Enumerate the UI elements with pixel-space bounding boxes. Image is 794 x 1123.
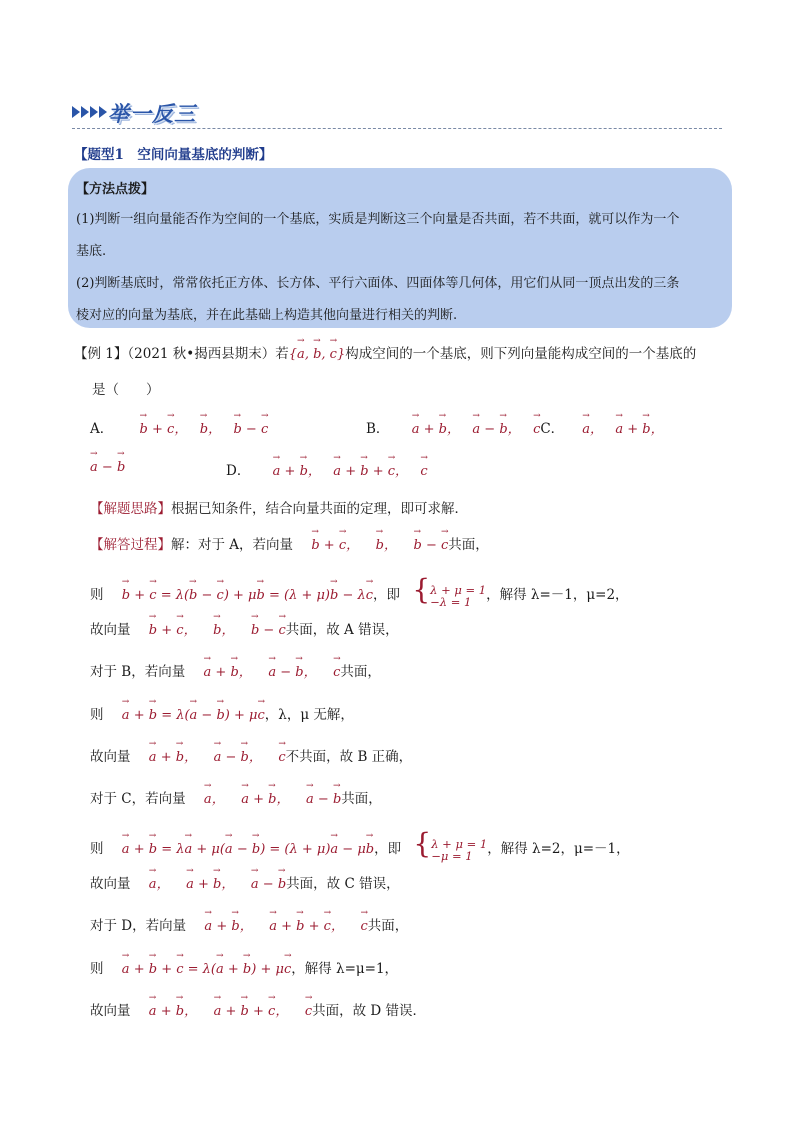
method-title: 【方法点拨】	[76, 182, 155, 197]
solution-process: 【解答过程】解：对于 A，若向量 → b + → c， → b， → b − → c共面，	[90, 533, 489, 553]
solution-conc-c: 故向量 → a， → a + → b， → a − → b共面，故 C 错误，	[90, 872, 400, 892]
method-box	[68, 168, 732, 328]
option-b[interactable]: B． → a + → b， → a − → b， → cC．→ a， → a + → b，	[366, 417, 664, 437]
method-line-1: (1)判断一组向量能否作为空间的一个基底，实质是判断这三个向量是否共面，若不共面，就可以作为一个	[76, 212, 680, 227]
example-label: 【例 1】	[74, 346, 128, 362]
solution-conc-b: 故向量 → a + → b， → a − → b， → c不共面，故 B 正确，	[90, 745, 412, 765]
solution-conc-a: 故向量 → b + → c， → b， → b − → c共面，故 A 错误，	[90, 618, 399, 638]
solution-conc-d: 故向量 → a + → b， → a + → b + → c， → c共面，故 D 错误．	[90, 999, 426, 1019]
option-d[interactable]: D． → a + → b， → a + → b + → c， → c	[226, 459, 428, 479]
basis-set: {→ a, → b, → c}	[289, 347, 345, 362]
solution-for-c: 对于 C，若向量 → a， → a + → b， → a − → b共面，	[90, 787, 382, 807]
method-line-3: (2)判断基底时，常常依托正方体、长方体、平行六面体、四面体等几何体，用它们从同一顶点出发的三条	[76, 276, 680, 291]
solution-eq-c: 则 → a + → b = λ→ a + μ(→ a − → b) = (λ + μ)→ a − μ→ b，即 {λ + μ = 1 −μ = 1 ，解得 λ=2，μ=－1，	[90, 827, 630, 862]
solution-eq-d: 则 → a + → b + → c = λ(→ a + → b) + μ→ c，解得 λ=μ=1，	[90, 957, 398, 977]
example-stem-2: 是（ ）	[92, 382, 160, 398]
solution-for-d: 对于 D，若向量 → a + → b， → a + → b + → c， → c共面，	[90, 914, 408, 934]
solution-for-b: 对于 B，若向量 → a + → b， → a − → b， → c共面，	[90, 660, 381, 680]
method-line-2: 基底.	[76, 244, 107, 259]
solution-eq-a: 则 → b + → c = λ(→ b − → c) + μ→ b = (λ + μ)→ b − λ→ c，即 {λ + μ = 1 −λ = 1 ，解得 λ=－1，μ=2，	[90, 573, 629, 608]
triple-arrow-icon	[72, 104, 112, 120]
section-heading: 【题型1 空间向量基底的判断】	[74, 147, 273, 163]
banner-title: 举一反三	[108, 102, 196, 126]
solution-idea: 【解题思路】根据已知条件，结合向量共面的定理，即可求解．	[90, 501, 468, 517]
option-a[interactable]: A． → b + → c， → b， → b − → c	[90, 417, 268, 437]
example-source: （2021 秋•揭西县期末）若	[127, 346, 289, 362]
example-stem-text: 构成空间的一个基底，则下列向量能构成空间的一个基底的	[345, 346, 697, 362]
dashed-divider	[72, 128, 722, 129]
method-line-4: 棱对应的向量为基底，并在此基础上构造其他向量进行相关的判断.	[76, 308, 458, 323]
example-stem	[74, 342, 696, 362]
section-banner	[72, 98, 232, 126]
option-c-cont[interactable]: → a − → b	[90, 459, 125, 475]
solution-eq-b: 则 → a + → b = λ(→ a − → b) + μ→ c，λ，μ 无解，	[90, 703, 354, 723]
